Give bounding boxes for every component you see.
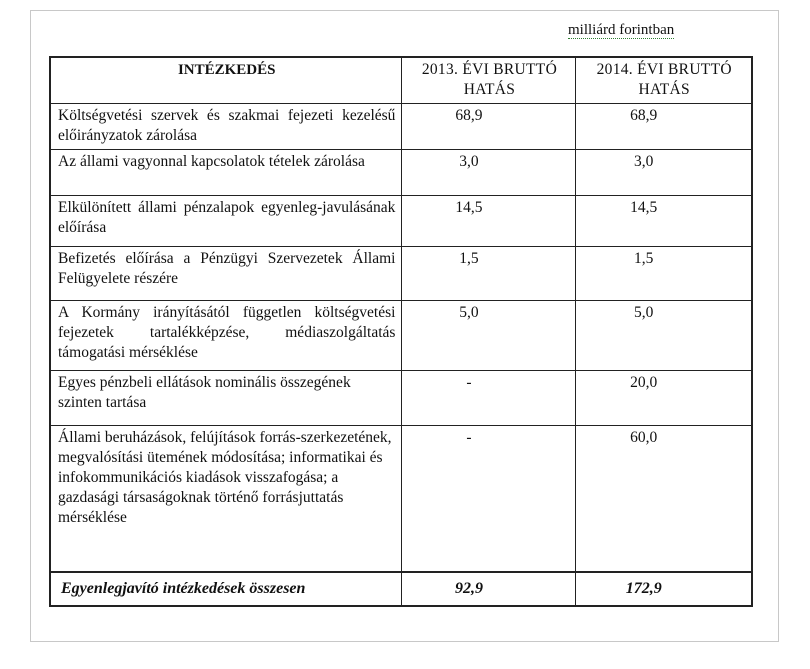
table-row (50, 371, 752, 426)
unit-label: milliárd forintban (568, 22, 675, 38)
header-2014: 2014. ÉVI BRUTTÓ HATÁS (576, 57, 752, 104)
row-measure: A Kormány irányításától független költségvetési fejezetek tartalékképzése, médiaszolgáltatás támogatási mérséklése (50, 301, 402, 371)
row-value-2013: - (402, 426, 576, 572)
table-row (50, 301, 752, 371)
row-measure: Egyes pénzbeli ellátások nominális összegének szinten tartása (50, 371, 402, 426)
table-row (50, 150, 752, 196)
table-header-row (50, 57, 752, 104)
table-row (50, 196, 752, 247)
row-measure: Állami beruházások, felújítások forrás-szerkezetének, megvalósítási ütemének módosítása; informatikai és infokommunikációs kiadások visszafogása; a gazdasági társaságoknak történő forrásjuttatás mérséklése (50, 426, 402, 572)
total-2013: 92,9 (402, 572, 576, 606)
row-value-2014: 60,0 (576, 426, 752, 572)
row-value-2014: 1,5 (576, 247, 752, 301)
header-2013: 2013. ÉVI BRUTTÓ HATÁS (402, 57, 576, 104)
row-value-2013: 14,5 (402, 196, 576, 247)
table-row (50, 247, 752, 301)
row-value-2013: 68,9 (402, 104, 576, 150)
row-measure: Befizetés előírása a Pénzügyi Szervezetek Állami Felügyelete részére (50, 247, 402, 301)
row-value-2014: 5,0 (576, 301, 752, 371)
row-measure: Költségvetési szervek és szakmai fejezeti kezelésű előirányzatok zárolása (50, 104, 402, 150)
total-row (50, 572, 752, 606)
row-measure: Az állami vagyonnal kapcsolatok tételek zárolása (50, 150, 402, 196)
row-value-2014: 68,9 (576, 104, 752, 150)
total-2014: 172,9 (576, 572, 752, 606)
header-measure: INTÉZKEDÉS (50, 57, 402, 104)
row-measure: Elkülönített állami pénzalapok egyenleg-javulásának előírása (50, 196, 402, 247)
measures-table (49, 56, 753, 607)
row-value-2013: 3,0 (402, 150, 576, 196)
table-row (50, 104, 752, 150)
row-value-2014: 14,5 (576, 196, 752, 247)
row-value-2013: 1,5 (402, 247, 576, 301)
row-value-2014: 3,0 (576, 150, 752, 196)
row-value-2013: 5,0 (402, 301, 576, 371)
total-label: Egyenlegjavító intézkedések összesen (50, 572, 402, 606)
row-value-2013: - (402, 371, 576, 426)
table-row (50, 426, 752, 572)
row-value-2014: 20,0 (576, 371, 752, 426)
